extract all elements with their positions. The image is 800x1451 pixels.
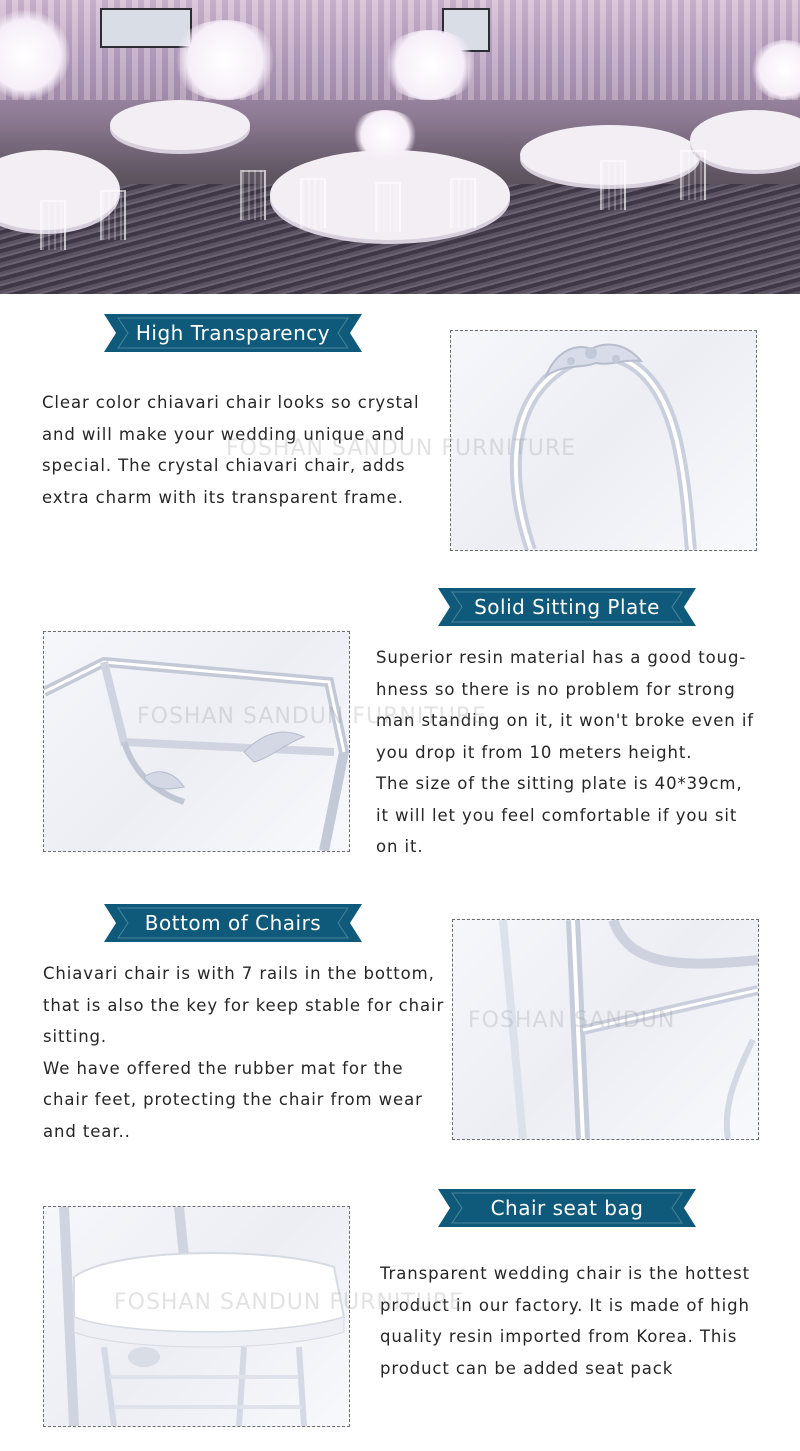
watermark: FOSHAN SANDUN FURNITURE xyxy=(137,704,488,729)
watermark: FOSHAN SANDUN xyxy=(468,1008,676,1033)
section-title: Bottom of Chairs xyxy=(144,911,322,935)
chiavari-chair xyxy=(375,182,401,232)
chiavari-chair xyxy=(450,178,476,228)
section-title-banner xyxy=(104,314,362,352)
floral-centerpiece xyxy=(350,110,420,160)
chair-backrest-photo xyxy=(450,330,757,551)
banquet-table xyxy=(690,110,800,170)
section-description: Clear color chiavari chair looks so crystal and will make your wedding unique and special. The crystal chiavari chair, adds extra charm with its transparent frame. xyxy=(42,393,420,507)
chair-bottom-photo xyxy=(452,919,759,1140)
section-description: Superior resin material has a good toug- hness so there is no problem for strong man standing on it, it won't broke even if you drop it from 10 meters height. The size of the sitting plate is 40*39cm, it will let you feel comfortable if you sit on it. xyxy=(376,648,755,856)
chiavari-chair xyxy=(240,170,266,220)
chiavari-chair xyxy=(300,178,326,228)
chiavari-chair xyxy=(600,160,626,210)
section-description: Transparent wedding chair is the hottest product in our factory. It is made of high quality resin imported from Korea. This product can be added seat pack xyxy=(380,1264,750,1378)
chiavari-chair xyxy=(680,150,706,200)
floral-centerpiece xyxy=(170,20,280,100)
section-title-banner xyxy=(438,1189,696,1227)
watermark: FOSHAN SANDUN FURNITURE xyxy=(226,436,577,461)
sitting-plate-photo xyxy=(43,631,350,852)
section-title: High Transparency xyxy=(135,321,331,345)
banquet-table xyxy=(110,100,250,150)
section-description: Chiavari chair is with 7 rails in the bottom, that is also the key for keep stable for chair sitting. We have offered the rubber mat for the chair feet, protecting the chair from wear and tear.. xyxy=(43,964,445,1141)
seat-cushion-photo xyxy=(43,1206,350,1427)
watermark: FOSHAN SANDUN FURNITURE xyxy=(114,1290,465,1315)
section-title-banner xyxy=(438,588,696,626)
chiavari-chair xyxy=(100,190,126,240)
section-title-banner xyxy=(104,904,362,942)
banquet-hall-photo xyxy=(0,0,800,294)
section-title: Solid Sitting Plate xyxy=(474,595,660,619)
floral-centerpiece xyxy=(380,30,480,100)
chiavari-chair xyxy=(40,200,66,250)
section-title: Chair seat bag xyxy=(490,1196,644,1220)
